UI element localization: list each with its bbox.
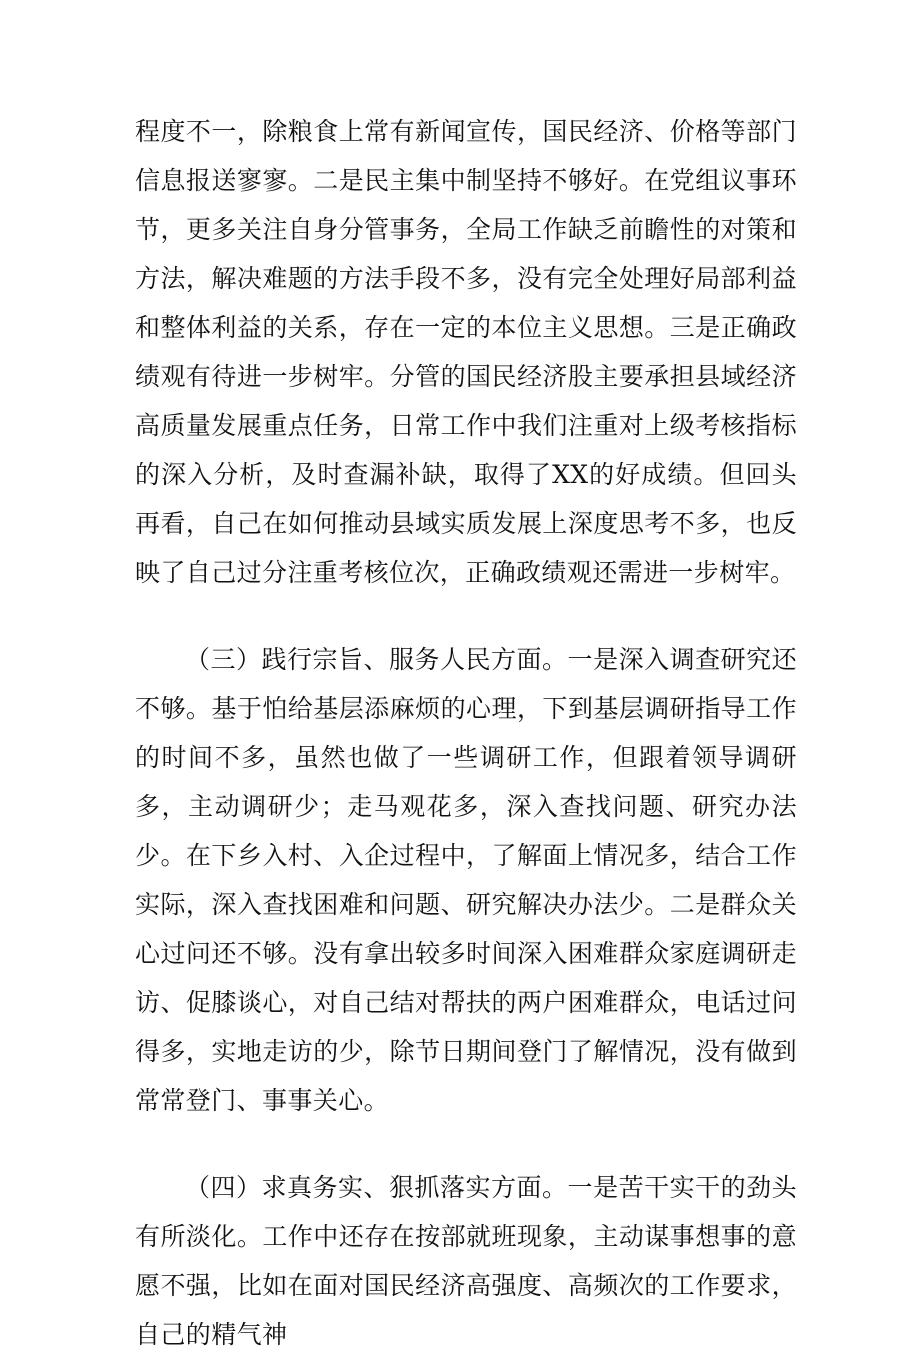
paragraph-section-three: （三）践行宗旨、服务人民方面。一是深入调查研究还不够。基于怕给基层添麻烦的心理，下到基层调研指导工作的时间不多，虽然也做了一些调研工作，但跟着领导调研多，主动调研少；走马观花多，深入查找问题、研究办法少。在下乡入村、入企过程中，了解面上情况多，结合工作实际，深入查找困难和问题、研究解决办法少。二是群众关心过问还不够。没有拿出较多时间深入困难群众家庭调研走访、促膝谈心，对自己结对帮扶的两户困难群众，电话过问得多，实地走访的少，除节日期间登门了解情况，没有做到常常登门、事事关心。 (135, 645, 797, 1115)
paragraph-continuation: 程度不一，除粮食上常有新闻宣传，国民经济、价格等部门信息报送寥寥。二是民主集中制坚持不够好。在党组议事环节，更多关注自身分管事务，全局工作缺乏前瞻性的对策和方法，解决难题的方法手段不多，没有完全处理好局部利益和整体利益的关系，存在一定的本位主义思想。三是正确政绩观有待进一步树牢。分管的国民经济股主要承担县域经济高质量发展重点任务，日常工作中我们注重对上级考核指标的深入分析，及时查漏补缺，取得了XX的好成绩。但回头再看，自己在如何推动县域实质发展上深度思考不多，也反映了自己过分注重考核位次，正确政绩观还需进一步树牢。 (135, 117, 797, 587)
paragraph-section-four: （四）求真务实、狠抓落实方面。一是苦干实干的劲头有所淡化。工作中还存在按部就班现象，主动谋事想事的意愿不强，比如在面对国民经济高强度、高频次的工作要求，自己的精气神 (135, 1173, 797, 1349)
document-body (135, 107, 797, 1359)
